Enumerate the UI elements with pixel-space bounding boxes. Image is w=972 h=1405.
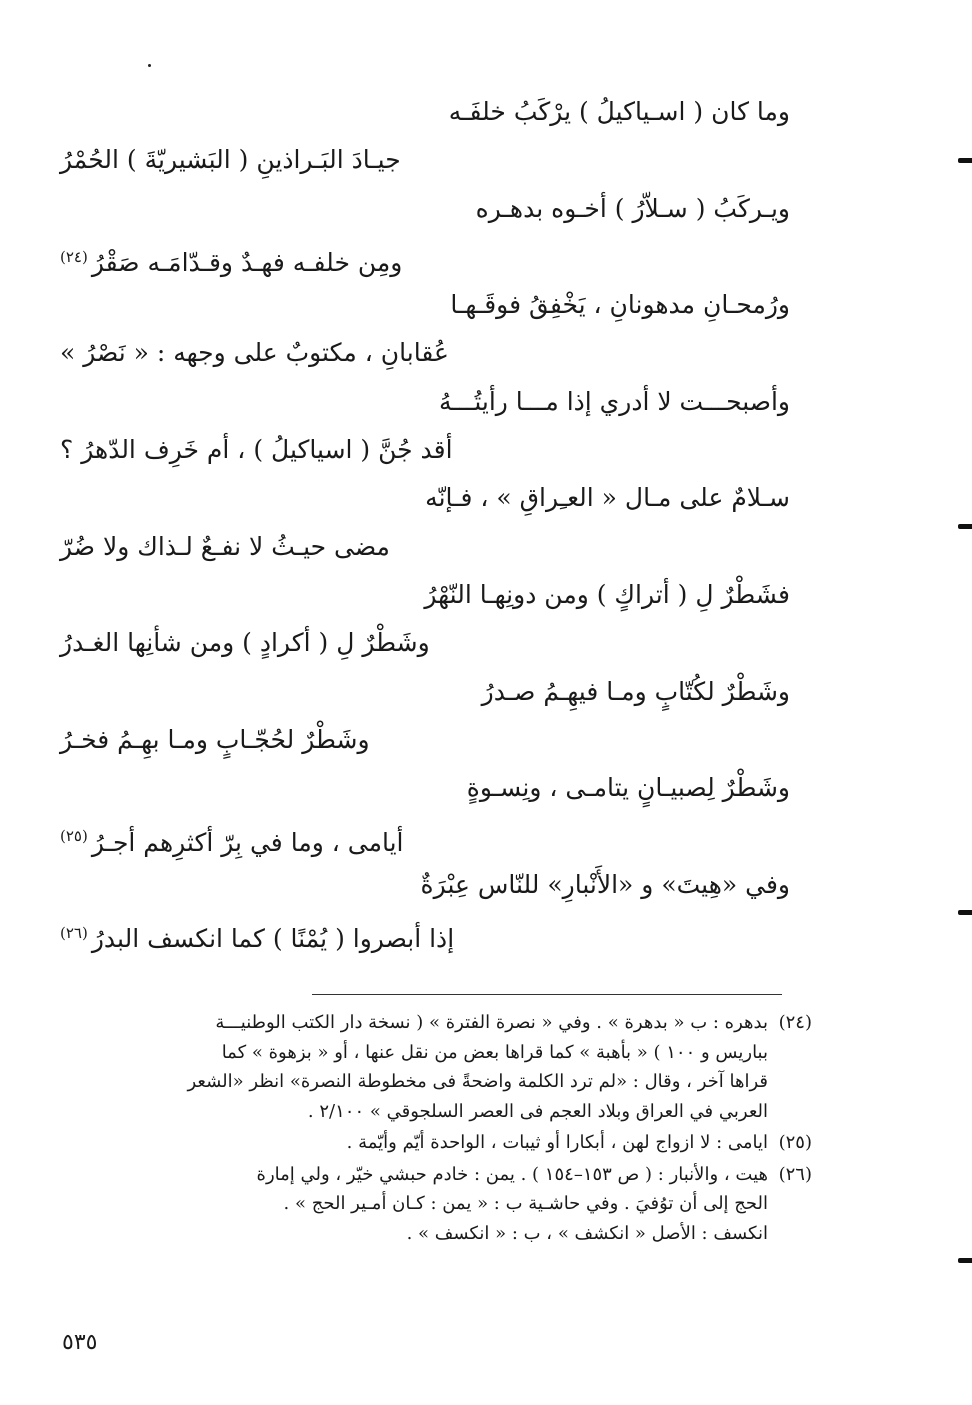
footnote-body xyxy=(60,1128,768,1158)
speck xyxy=(148,64,151,67)
verse-line xyxy=(60,426,790,474)
verse-line xyxy=(60,812,790,860)
verse-text: وأصبحـــت لا أدري إذا مـــا رأيتُـــهُ xyxy=(438,386,790,416)
footnote xyxy=(60,1008,812,1126)
footnote-line: العربي في العراق وبلاد العجم فى العصر السلجوقي » ٢/١٠٠ . xyxy=(307,1100,768,1122)
verse-line xyxy=(60,88,790,136)
verse-text: وما كان ( اسـياكيلُ ) يرْكَبُ خلفَـه xyxy=(448,97,790,126)
verse-line xyxy=(60,136,790,184)
footnote-reference: (٢٥) xyxy=(60,827,88,846)
verse-line xyxy=(60,329,790,377)
footnote-line: بباريس و ١٠٠ ) « بأهبة » كما قراها بعض من نقل عنها ، أو « بزهوة » كما xyxy=(221,1041,768,1063)
footnote xyxy=(60,1160,812,1249)
footnote-number: (٢٦) xyxy=(778,1163,812,1185)
footnote-number: (٢٤) xyxy=(778,1012,812,1033)
verse-line xyxy=(60,764,790,812)
edge-mark xyxy=(958,524,972,529)
footnote-reference: (٢٦) xyxy=(60,924,88,943)
footnote-separator xyxy=(312,994,782,995)
verse-text: ورُمحـانِ مدهونانِ ، يَخْفِقُ فوقَـهـا xyxy=(450,290,790,320)
footnote-reference: (٢٤) xyxy=(60,247,88,266)
verse-line xyxy=(60,571,790,619)
verse-text: وشَطْرٌ لحُجّـابٍ ومـا بهِـمُ فخـرُ xyxy=(60,724,370,754)
verse-text: وشَطْرٌ لكُتّابٍ ومـا فيهِـمُ صـدرُ xyxy=(481,676,790,706)
page-number: ٥٣٥ xyxy=(62,1330,98,1355)
verse-text: ومِن خلفـه فهـدٌ وقـدّامَـه صَقْرُ xyxy=(91,248,403,278)
footnote-number: (٢٥) xyxy=(778,1132,812,1153)
verse-line xyxy=(60,185,790,233)
verse-text: ويـركَبُ ( سـلاّرُ ) أخـوه بدهـره xyxy=(475,193,790,223)
verse-line xyxy=(60,233,790,281)
verse-text: أقد جُنَّ ( اسياكيلُ ) ، أم خَرِف الدّهرُ ؟ xyxy=(60,435,453,465)
edge-mark xyxy=(958,1258,972,1263)
verse-text: سـلامٌ على مـال « العـِراقِ » ، فـإنّه xyxy=(425,483,790,513)
footnote-line: الحج إلى أن توُفيَ . وفي حاشـية ب : « يمن : كـان أمـير الحج » . xyxy=(283,1193,768,1214)
footnote-body xyxy=(60,1160,768,1249)
verse-line xyxy=(60,523,790,571)
footnote-line: هيت ، والأنبار : ( ص ١٥٣–١٥٤ ) . يمن : خادم حبشي خيّر ، ولي إمارة xyxy=(256,1163,768,1185)
footnote-line: انكسف : الأصل « انكشف » ، ب : « انكسف » . xyxy=(406,1222,768,1244)
verse-text: وشَطْرٌ لِصبيـانٍ يتامـى ، ونِسـوةٍ xyxy=(466,773,790,803)
verse-text: جيـادَ البَـراذينِ ( البَشيريّةَ ) الحُمْرُ xyxy=(60,145,401,175)
verse-text: مضى حيـثُ لا نفـعٌ لـذاك ولا ضُرّ xyxy=(60,531,390,561)
verse-text: إذا أبصروا ( يُمْنًا ) كما انكسف البدرُ xyxy=(91,924,455,954)
verse-text: عُقابانِ ، مكتوبٌ على وجهه : « نَصْرُ » xyxy=(60,338,449,368)
poem xyxy=(60,88,790,957)
verse-text: وفي «هِيتَ» و «الأَنْبارِ» للنّاس عِبْرَةٌ xyxy=(420,869,790,899)
verse-line xyxy=(60,668,790,716)
verse-text: فشَطْرٌ لِ ( أتراكٍ ) ومن دونِهـا النّهْرُ xyxy=(424,579,790,609)
verse-text: أيامى ، وما في بِرّ أكثرِهم أجـرُ xyxy=(91,827,404,857)
footnote-body xyxy=(60,1008,768,1126)
verse-line xyxy=(60,474,790,522)
edge-mark xyxy=(958,158,972,163)
verse-text: وشَطْرٌ لِ ( أكرادٍ ) ومن شأنِها الغـدرُ xyxy=(60,628,430,658)
edge-mark xyxy=(958,910,972,915)
verse-line xyxy=(60,378,790,426)
footnote xyxy=(60,1128,812,1158)
footnote-line: قراها آخر ، وقال : «لم ترد الكلمة واضحةً فى مخطوطة النصرة» انظر «الشعر xyxy=(187,1071,768,1092)
verse-line xyxy=(60,281,790,329)
footnote-line: بدهره : ب « بدهرة » . وفي « نصرة الفترة » ( نسخة دار الكتب الوطنيـــة xyxy=(215,1012,768,1033)
verse-line xyxy=(60,861,790,909)
verse-line xyxy=(60,909,790,957)
footnotes xyxy=(60,1008,812,1250)
verse-line xyxy=(60,716,790,764)
footnote-line: ايامى : لا ازواج لهن ، أبكارا أو ثيبات ، الواحدة أيّم وأيّمة . xyxy=(346,1132,768,1153)
verse-line xyxy=(60,619,790,667)
